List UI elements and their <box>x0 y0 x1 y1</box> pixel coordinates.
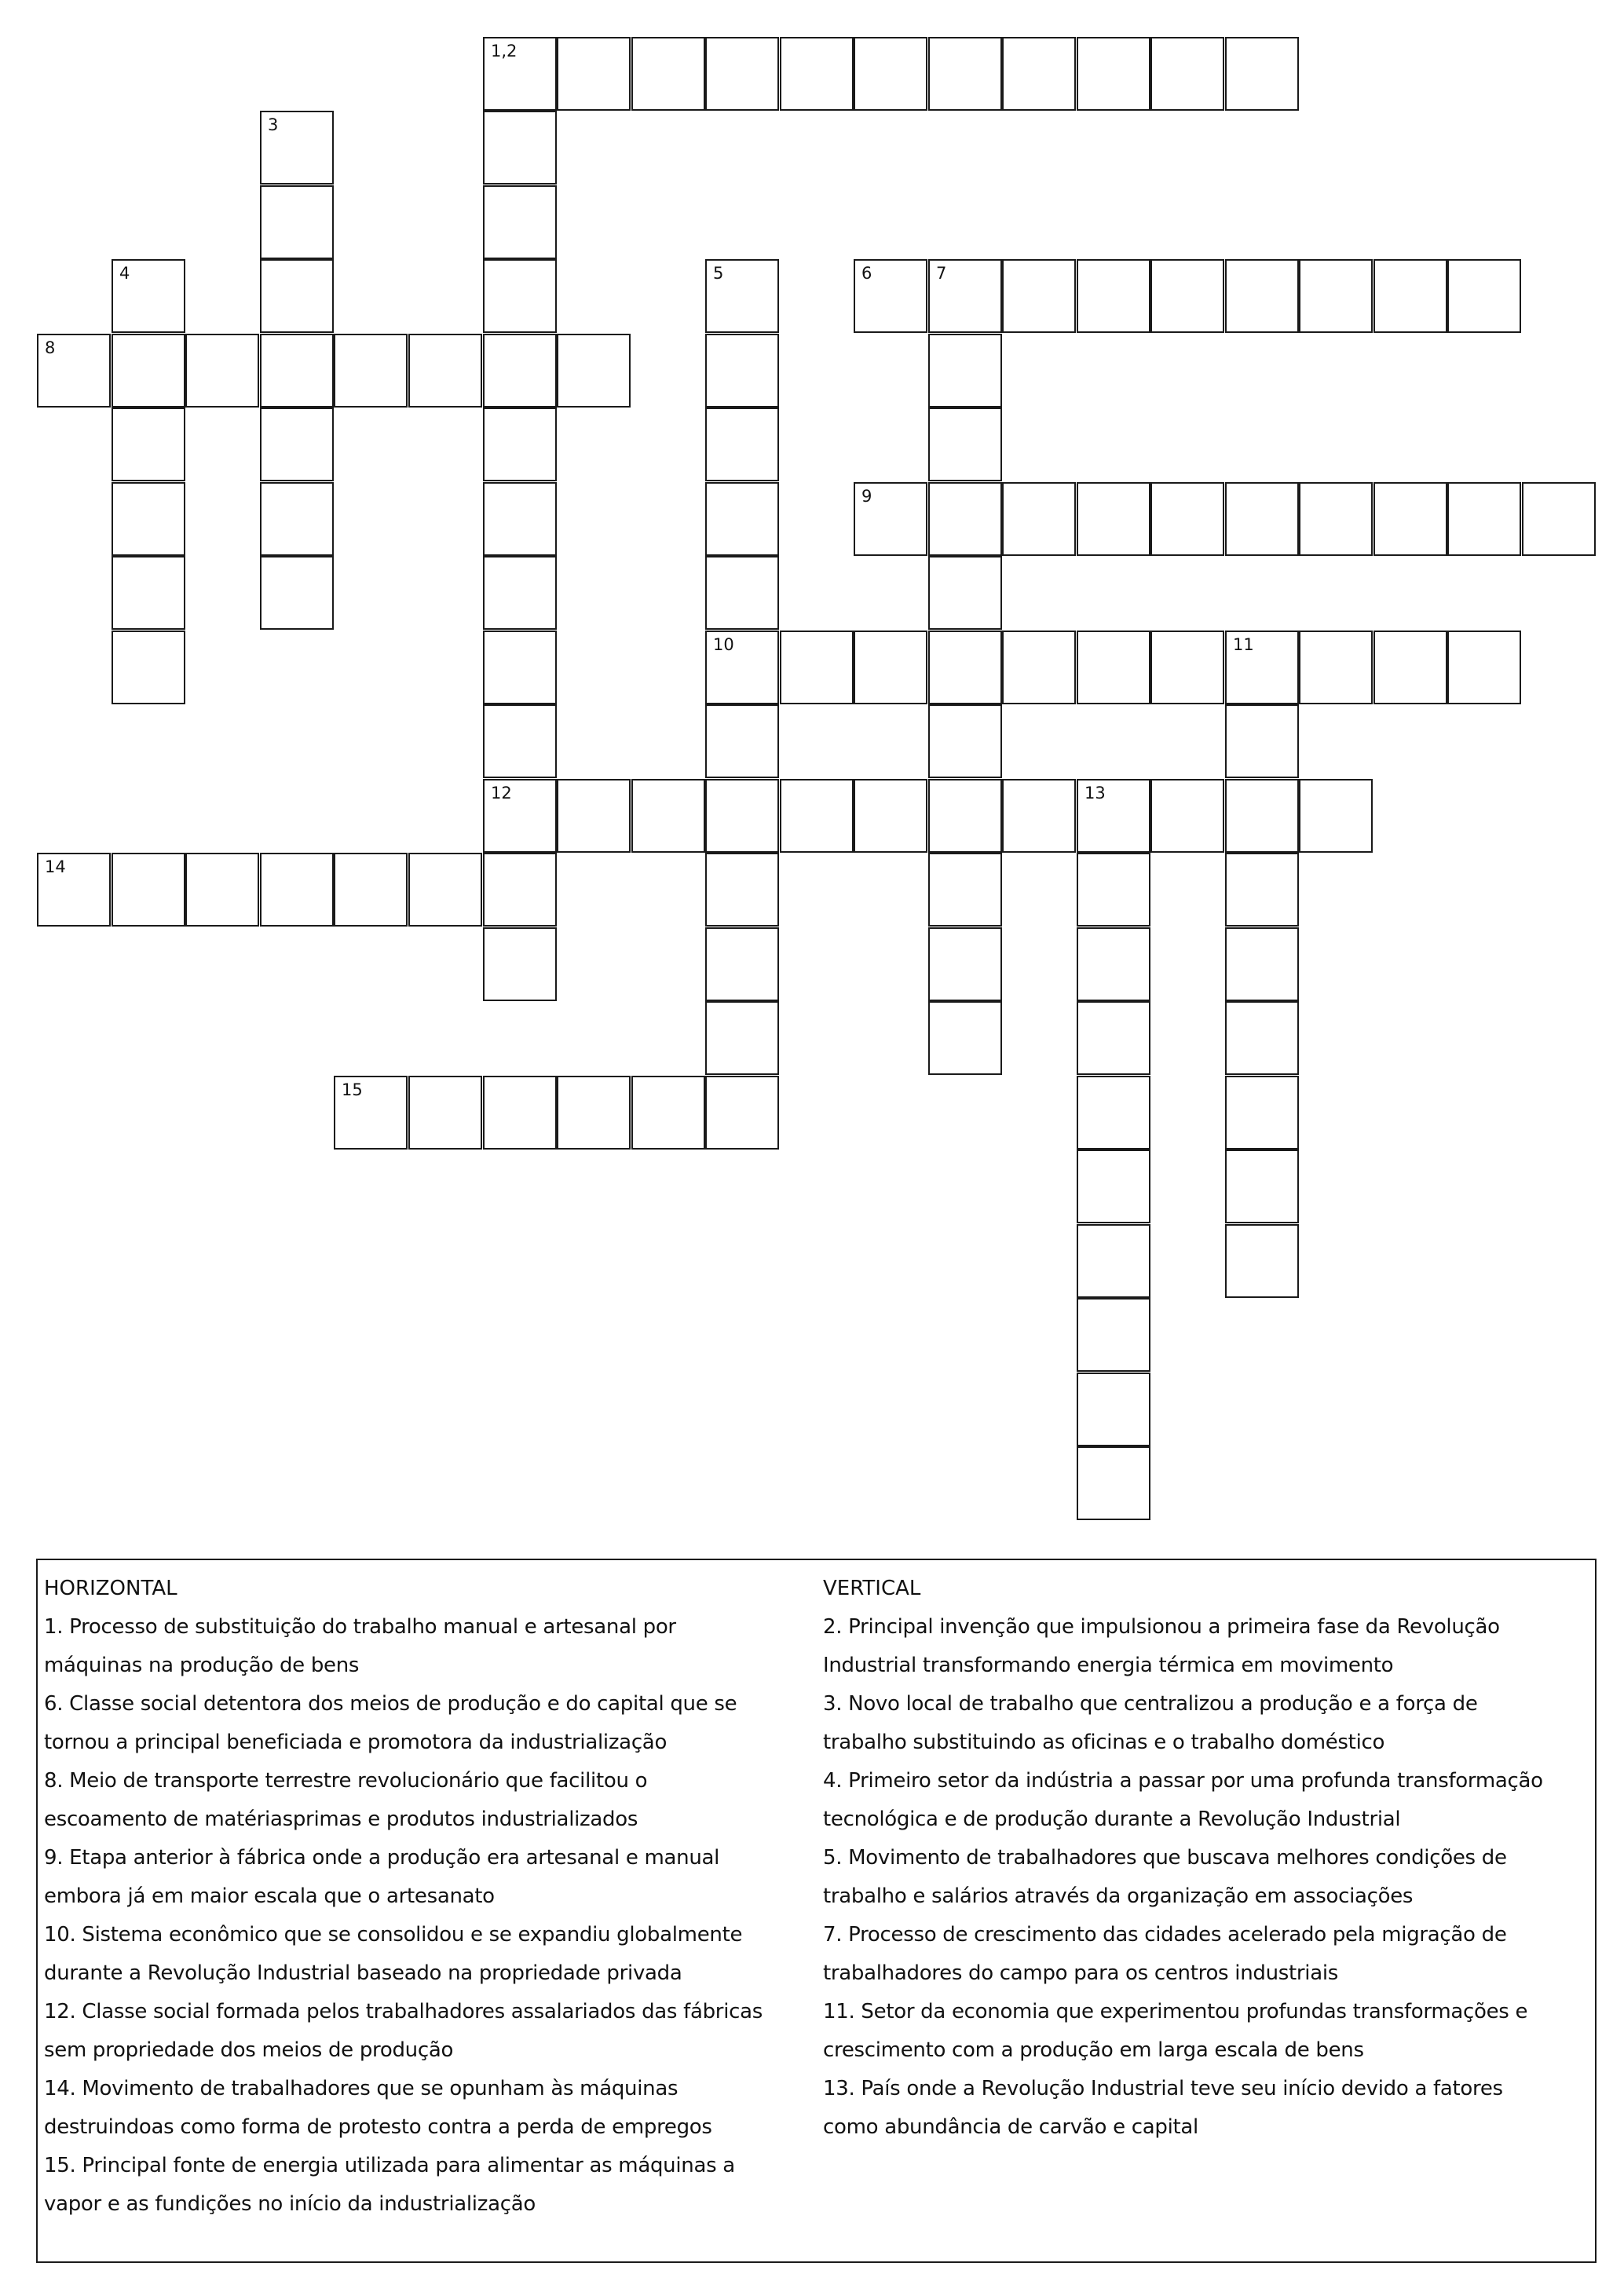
crossword-cell[interactable] <box>557 1076 631 1150</box>
crossword-cell[interactable] <box>408 1076 482 1150</box>
crossword-cell[interactable] <box>483 185 557 259</box>
crossword-cell[interactable] <box>483 704 557 778</box>
crossword-cell[interactable] <box>483 259 557 333</box>
crossword-cell[interactable] <box>1225 853 1299 927</box>
clues-box <box>36 1559 1597 2263</box>
clue-text-line: embora já em maior escala que o artesanato <box>44 1884 495 1908</box>
crossword-cell[interactable] <box>1077 1150 1150 1223</box>
horizontal-clue <box>44 1762 821 1839</box>
vertical-clue <box>823 2070 1593 2147</box>
clue-number: 13 <box>1084 784 1106 802</box>
crossword-cell[interactable] <box>1077 37 1150 111</box>
crossword-cell[interactable] <box>1225 927 1299 1001</box>
vertical-clue <box>823 1685 1593 1762</box>
clue-number: 5 <box>713 264 724 283</box>
crossword-cell[interactable] <box>260 853 334 927</box>
crossword-cell[interactable] <box>483 408 557 481</box>
crossword-cell[interactable] <box>928 704 1002 778</box>
crossword-cell[interactable] <box>557 334 631 408</box>
horizontal-clue <box>44 1608 821 1685</box>
crossword-cell[interactable] <box>928 334 1002 408</box>
horizontal-clue <box>44 2147 821 2224</box>
clue-text-line: 10. Sistema econômico que se consolidou e se expandiu globalmente <box>44 1923 743 1947</box>
clue-text-line: Industrial transformando energia térmica em movimento <box>823 1654 1394 1677</box>
crossword-cell[interactable] <box>260 259 334 333</box>
crossword-cell[interactable] <box>854 37 927 111</box>
clue-number: 12 <box>491 784 512 802</box>
crossword-cell[interactable] <box>1077 1224 1150 1298</box>
crossword-cell[interactable] <box>483 927 557 1001</box>
crossword-cell[interactable] <box>260 185 334 259</box>
crossword-cell[interactable] <box>1225 37 1299 111</box>
crossword-cell[interactable] <box>1077 259 1150 333</box>
crossword-cell[interactable] <box>260 556 334 630</box>
crossword-cell[interactable] <box>112 482 185 556</box>
crossword-cell[interactable] <box>185 853 259 927</box>
crossword-cell[interactable] <box>1150 37 1224 111</box>
clue-text-line: 7. Processo de crescimento das cidades acelerado pela migração de <box>823 1923 1507 1947</box>
crossword-cell[interactable] <box>1150 259 1224 333</box>
crossword-cell[interactable] <box>112 408 185 481</box>
crossword-cell[interactable] <box>1077 1001 1150 1075</box>
clue-number: 3 <box>268 115 279 134</box>
crossword-cell[interactable] <box>260 482 334 556</box>
horizontal-clue-list <box>44 1608 821 2224</box>
crossword-cell[interactable] <box>928 631 1002 704</box>
horizontal-clue <box>44 2070 821 2147</box>
crossword-cell[interactable] <box>705 927 779 1001</box>
clue-text-line: 2. Principal invenção que impulsionou a primeira fase da Revolução <box>823 1615 1500 1639</box>
vertical-clues <box>823 1570 1593 2147</box>
crossword-cell[interactable] <box>705 853 779 927</box>
vertical-clue <box>823 1916 1593 1993</box>
crossword-cell[interactable] <box>928 556 1002 630</box>
crossword-cell[interactable] <box>705 1001 779 1075</box>
clue-number: 10 <box>713 635 734 654</box>
clue-text-line: 1. Processo de substituição do trabalho manual e artesanal por <box>44 1615 676 1639</box>
clue-text-line: 13. País onde a Revolução Industrial teve seu início devido a fatores <box>823 2077 1503 2100</box>
clue-text-line: 12. Classe social formada pelos trabalhadores assalariados das fábricas <box>44 2000 763 2023</box>
crossword-cell[interactable] <box>1299 631 1373 704</box>
crossword-cell[interactable] <box>1077 927 1150 1001</box>
crossword-cell[interactable] <box>1077 631 1150 704</box>
clue-text-line: tecnológica e de produção durante a Revolução Industrial <box>823 1808 1401 1831</box>
crossword-cell[interactable] <box>705 334 779 408</box>
crossword-cell[interactable] <box>854 779 927 853</box>
crossword-cell[interactable] <box>1150 482 1224 556</box>
crossword-cell[interactable] <box>408 334 482 408</box>
crossword-cell[interactable] <box>1077 853 1150 927</box>
crossword-cell[interactable] <box>1077 1373 1150 1446</box>
clue-text-line: sem propriedade dos meios de produção <box>44 2038 454 2062</box>
crossword-cell[interactable] <box>334 853 408 927</box>
horizontal-clues <box>44 1570 821 2224</box>
crossword-cell[interactable] <box>1077 1298 1150 1372</box>
crossword-cell[interactable] <box>705 779 779 853</box>
crossword-cell[interactable] <box>1225 779 1299 853</box>
crossword-cell[interactable] <box>705 482 779 556</box>
crossword-cell[interactable] <box>112 334 185 408</box>
clue-number: 15 <box>342 1080 363 1099</box>
crossword-cell[interactable] <box>1077 1076 1150 1150</box>
clue-text-line: tornou a principal beneficiada e promotora da industrialização <box>44 1731 668 1754</box>
crossword-cell[interactable] <box>631 779 705 853</box>
crossword-cell[interactable] <box>705 37 779 111</box>
crossword-cell[interactable] <box>557 779 631 853</box>
crossword-cell[interactable] <box>334 334 408 408</box>
clue-number: 4 <box>119 264 130 283</box>
crossword-cell[interactable] <box>631 1076 705 1150</box>
crossword-cell[interactable] <box>483 853 557 927</box>
crossword-cell[interactable] <box>1002 482 1076 556</box>
clue-text-line: 11. Setor da economia que experimentou profundas transformações e <box>823 2000 1528 2023</box>
vertical-clue <box>823 1762 1593 1839</box>
crossword-cell[interactable] <box>408 853 482 927</box>
clue-text-line: 4. Primeiro setor da indústria a passar por uma profunda transformação <box>823 1769 1543 1793</box>
crossword-cell[interactable] <box>1002 631 1076 704</box>
crossword-cell[interactable] <box>780 631 854 704</box>
crossword-cell[interactable] <box>1373 259 1447 333</box>
crossword-cell[interactable] <box>1150 779 1224 853</box>
crossword-cell[interactable] <box>483 111 557 185</box>
clue-text-line: 6. Classe social detentora dos meios de produção e do capital que se <box>44 1692 737 1716</box>
vertical-clue <box>823 1839 1593 1916</box>
crossword-cell[interactable] <box>780 779 854 853</box>
crossword-cell[interactable] <box>1002 37 1076 111</box>
crossword-cell[interactable] <box>483 482 557 556</box>
clue-number: 14 <box>45 857 66 876</box>
clue-text-line: 14. Movimento de trabalhadores que se opunham às máquinas <box>44 2077 678 2100</box>
crossword-cell[interactable] <box>1522 482 1596 556</box>
clue-text-line: trabalhadores do campo para os centros industriais <box>823 1961 1339 1985</box>
crossword-cell[interactable] <box>928 927 1002 1001</box>
clue-text-line: trabalho e salários através da organização em associações <box>823 1884 1414 1908</box>
crossword-cell[interactable] <box>1299 482 1373 556</box>
crossword-cell[interactable] <box>1299 779 1373 853</box>
clue-text-line: vapor e as fundições no início da industrialização <box>44 2192 536 2216</box>
clue-text-line: trabalho substituindo as oficinas e o trabalho doméstico <box>823 1731 1385 1754</box>
crossword-cell[interactable] <box>1373 482 1447 556</box>
crossword-cell[interactable] <box>1447 482 1521 556</box>
clue-text-line: destruindoas como forma de protesto contra a perda de empregos <box>44 2115 712 2139</box>
clue-text-line: 5. Movimento de trabalhadores que buscava melhores condições de <box>823 1846 1507 1870</box>
crossword-cell[interactable] <box>1002 779 1076 853</box>
horizontal-clue <box>44 1839 821 1916</box>
clue-text-line: máquinas na produção de bens <box>44 1654 360 1677</box>
clue-text-line: como abundância de carvão e capital <box>823 2115 1198 2139</box>
clue-number: 6 <box>861 264 872 283</box>
crossword-cell[interactable] <box>705 704 779 778</box>
crossword-cell[interactable] <box>1225 1001 1299 1075</box>
clue-text-line: crescimento com a produção em larga escala de bens <box>823 2038 1364 2062</box>
clue-text-line: 15. Principal fonte de energia utilizada para alimentar as máquinas a <box>44 2154 735 2177</box>
crossword-cell[interactable] <box>1299 259 1373 333</box>
crossword-cell[interactable] <box>112 853 185 927</box>
clue-text-line: escoamento de matériasprimas e produtos industrializados <box>44 1808 638 1831</box>
crossword-cell[interactable] <box>928 779 1002 853</box>
clue-text-line: durante a Revolução Industrial baseado na propriedade privada <box>44 1961 682 1985</box>
crossword-cell[interactable] <box>1002 259 1076 333</box>
vertical-clue-list <box>823 1608 1593 2147</box>
clue-text-line: 3. Novo local de trabalho que centralizou a produção e a força de <box>823 1692 1478 1716</box>
crossword-cell[interactable] <box>631 37 705 111</box>
horizontal-clue <box>44 1685 821 1762</box>
clue-number: 9 <box>861 487 872 506</box>
crossword-cell[interactable] <box>483 631 557 704</box>
crossword-cell[interactable] <box>112 556 185 630</box>
clue-number: 11 <box>1233 635 1254 654</box>
crossword-cell[interactable] <box>1225 259 1299 333</box>
clue-text-line: 8. Meio de transporte terrestre revolucionário que facilitou o <box>44 1769 648 1793</box>
crossword-cell[interactable] <box>483 334 557 408</box>
crossword-cell[interactable] <box>928 482 1002 556</box>
crossword-cell[interactable] <box>928 853 1002 927</box>
crossword-cell[interactable] <box>780 37 854 111</box>
crossword-cell[interactable] <box>1447 259 1521 333</box>
crossword-cell[interactable] <box>1225 482 1299 556</box>
crossword-cell[interactable] <box>854 631 927 704</box>
vertical-heading: VERTICAL <box>823 1577 921 1600</box>
crossword-cell[interactable] <box>557 37 631 111</box>
crossword-cell[interactable] <box>1225 1150 1299 1223</box>
crossword-cell[interactable] <box>1447 631 1521 704</box>
clue-text-line: 9. Etapa anterior à fábrica onde a produção era artesanal e manual <box>44 1846 720 1870</box>
crossword-cell[interactable] <box>705 408 779 481</box>
crossword-cell[interactable] <box>260 408 334 481</box>
crossword-cell[interactable] <box>185 334 259 408</box>
crossword-cell[interactable] <box>705 556 779 630</box>
horizontal-heading: HORIZONTAL <box>44 1577 177 1600</box>
crossword-cell[interactable] <box>928 1001 1002 1075</box>
crossword-cell[interactable] <box>1225 704 1299 778</box>
crossword-cell[interactable] <box>260 334 334 408</box>
crossword-cell[interactable] <box>1077 482 1150 556</box>
crossword-cell[interactable] <box>112 631 185 704</box>
vertical-clue <box>823 1993 1593 2070</box>
crossword-cell[interactable] <box>928 408 1002 481</box>
crossword-cell[interactable] <box>1225 1076 1299 1150</box>
crossword-cell[interactable] <box>705 1076 779 1150</box>
horizontal-clue <box>44 1916 821 1993</box>
crossword-cell[interactable] <box>483 1076 557 1150</box>
crossword-cell[interactable] <box>1150 631 1224 704</box>
crossword-cell[interactable] <box>928 37 1002 111</box>
crossword-cell[interactable] <box>483 556 557 630</box>
crossword-cell[interactable] <box>1373 631 1447 704</box>
crossword-cell[interactable] <box>1077 1446 1150 1520</box>
clue-number: 8 <box>45 338 56 357</box>
clue-number: 7 <box>936 264 947 283</box>
clue-number: 1,2 <box>491 42 518 60</box>
horizontal-clue <box>44 1993 821 2070</box>
crossword-cell[interactable] <box>1225 1224 1299 1298</box>
vertical-clue <box>823 1608 1593 1685</box>
